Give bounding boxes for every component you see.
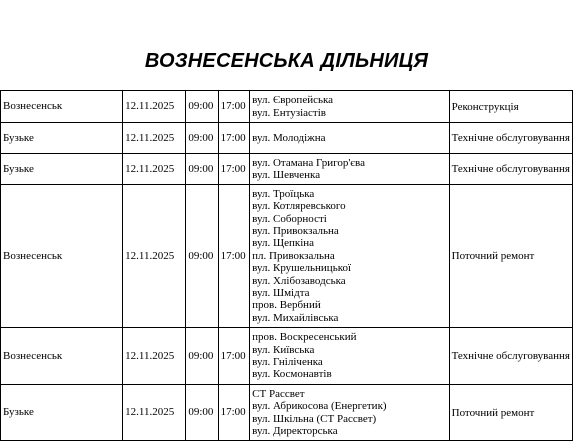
start-time-cell: 09:00: [186, 328, 218, 385]
work-type-cell: [449, 154, 572, 185]
streets-cell: [250, 123, 449, 154]
end-time-cell: 17:00: [218, 328, 250, 385]
table-row: [1, 123, 573, 154]
outage-schedule-table: [0, 90, 573, 441]
table-row: [1, 328, 573, 385]
street-name: вул. Котляревського: [252, 200, 346, 213]
work-type-label: Поточний ремонт: [451, 406, 535, 419]
location-cell: Вознесенськ: [1, 328, 123, 385]
date-cell: 12.11.2025: [123, 328, 186, 385]
street-name: вул. Шкільна (СТ Рассвет): [252, 412, 377, 425]
streets-cell: [250, 185, 449, 328]
street-name: вул. Шмідта: [252, 287, 310, 300]
work-type-cell: [449, 328, 572, 385]
start-time-cell: 09:00: [186, 185, 218, 328]
work-type-label: Технічне обслуговування: [451, 350, 570, 363]
date-cell: 12.11.2025: [123, 154, 186, 185]
street-name: пл. Привокзальна: [252, 249, 335, 262]
table-row: [1, 385, 573, 441]
street-name: вул. Михайлівська: [252, 311, 339, 324]
work-type-label: Реконструкція: [451, 100, 519, 113]
location-cell: Вознесенськ: [1, 91, 123, 123]
streets-cell: [250, 328, 449, 385]
date-cell: 12.11.2025: [123, 123, 186, 154]
work-type-cell: [449, 385, 572, 441]
street-name: вул. Крушельницької: [252, 262, 352, 275]
end-time-cell: 17:00: [218, 385, 250, 441]
work-type-label: Технічне обслуговування: [451, 132, 570, 145]
street-name: пров. Вербний: [252, 299, 321, 312]
street-name: вул. Щепкіна: [252, 237, 315, 250]
end-time-cell: 17:00: [218, 123, 250, 154]
work-type-cell: [449, 123, 572, 154]
street-name: вул. Абрикосова (Енергетик): [252, 400, 387, 413]
streets-cell: [250, 154, 449, 185]
street-name: вул. Соборності: [252, 212, 327, 225]
start-time-cell: 09:00: [186, 154, 218, 185]
streets-cell: [250, 91, 449, 123]
street-name: вул. Ентузіастів: [252, 106, 326, 119]
date-cell: 12.11.2025: [123, 185, 186, 328]
work-type-cell: [449, 185, 572, 328]
streets-cell: [250, 385, 449, 441]
street-name: вул. Хлібозаводська: [252, 274, 346, 287]
location-cell: Бузьке: [1, 385, 123, 441]
location-cell: Вознесенськ: [1, 185, 123, 328]
document-title: ВОЗНЕСЕНСЬКА ДІЛЬНИЦЯ: [144, 50, 429, 72]
end-time-cell: 17:00: [218, 154, 250, 185]
table-row: [1, 185, 573, 328]
street-name: вул. Троїцька: [252, 187, 315, 200]
date-cell: 12.11.2025: [123, 385, 186, 441]
street-name: вул. Молодіжна: [252, 131, 326, 144]
table-row: [1, 154, 573, 185]
street-name: вул. Шевченка: [252, 169, 321, 181]
street-name: вул. Директорська: [252, 424, 338, 437]
date-cell: 12.11.2025: [123, 91, 186, 123]
street-name: СТ Рассвет: [252, 387, 305, 400]
location-cell: Бузьке: [1, 123, 123, 154]
end-time-cell: 17:00: [218, 91, 250, 123]
street-name: вул. Космонавтів: [252, 368, 332, 381]
street-name: вул. Привокзальна: [252, 224, 339, 237]
start-time-cell: 09:00: [186, 385, 218, 441]
location-cell: Бузьке: [1, 154, 123, 185]
street-name: вул. Гніліченка: [252, 356, 323, 368]
street-name: пров. Воскресенський: [252, 331, 357, 344]
end-time-cell: 17:00: [218, 185, 250, 328]
street-name: вул. Київська: [252, 343, 315, 356]
start-time-cell: 09:00: [186, 91, 218, 123]
work-type-cell: [449, 91, 572, 123]
work-type-label: Технічне обслуговування: [451, 163, 570, 176]
street-name: вул. Європейська: [252, 94, 334, 107]
table-row: [1, 91, 573, 123]
street-name: вул. Отамана Григор'єва: [252, 156, 365, 169]
work-type-label: Поточний ремонт: [451, 250, 535, 263]
start-time-cell: 09:00: [186, 123, 218, 154]
schedule-body: [1, 91, 573, 441]
